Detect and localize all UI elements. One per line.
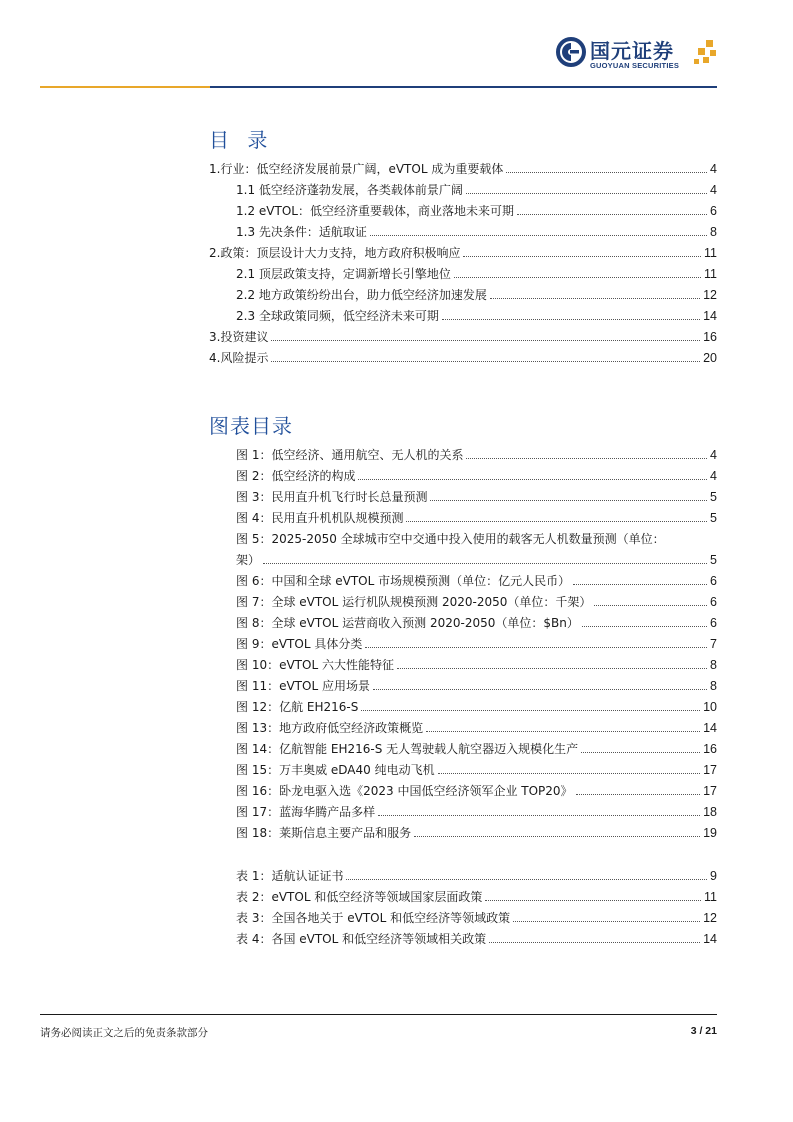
figures-heading: 图表目录 [209,414,293,438]
logo-chinese-name: 国元证券 [590,39,674,63]
figure-entry-leader-dots [365,646,707,648]
toc-subsection-leader-dots [454,276,701,278]
figure-entry-leader-dots [406,520,707,522]
figure-entry-leader-dots [263,562,707,564]
figure-entry-leader-dots [582,625,707,627]
figure-entry[interactable] [236,633,717,651]
figure-entry-leader-dots [576,793,701,795]
toc-subsection[interactable] [236,179,717,197]
toc-subsection-title: 2.2 地方政策纷纷出台，助力低空经济加速发展 [236,288,487,302]
footer-page-number: 3 / 21 [690,1025,717,1037]
figure-entry-page: 19 [703,826,717,840]
figure-entry-page: 14 [703,721,717,735]
figure-entry[interactable] [236,570,717,588]
figure-entry-page: 17 [703,763,717,777]
figure-entry-page: 4 [710,469,717,483]
figure-entry-page: 10 [703,700,717,714]
toc-subsection[interactable] [236,200,717,218]
table-entry-title: 表 3：全国各地关于 eVTOL 和低空经济等领域政策 [236,911,511,925]
table-entry-page: 9 [710,869,717,883]
figure-entry-title: 图 18：莱斯信息主要产品和服务 [236,826,412,840]
toc-subsection-title: 2.3 全球政策同频，低空经济未来可期 [236,309,439,323]
figure-entry-leader-dots [573,583,707,585]
figure-entry-page: 5 [710,511,717,525]
toc-subsection-leader-dots [442,318,700,320]
logo-english-name: GUOYUAN SECURITIES [590,61,680,70]
figure-entry-page: 5 [710,553,717,567]
header-rule-gold [40,86,210,88]
toc-subsection[interactable] [236,305,717,323]
figure-entry-page: 4 [710,448,717,462]
figure-entry-title: 图 10：eVTOL 六大性能特征 [236,658,394,672]
table-entry[interactable] [236,928,717,946]
table-entry-title: 表 4：各国 eVTOL 和低空经济等领域相关政策 [236,932,487,946]
figure-entry-leader-dots [594,604,707,606]
figure-entry-title: 图 14：亿航智能 EH216-S 无人驾驶载人航空器迈入规模化生产 [236,742,579,756]
toc-subsection-page: 8 [710,225,717,239]
figure-entry-leader-dots [378,814,700,816]
table-entry-page: 14 [703,932,717,946]
figure-entry-title: 图 9：eVTOL 具体分类 [236,637,363,651]
toc-section-leader-dots [463,255,701,257]
figure-entry-leader-dots [358,478,707,480]
figure-entry-title: 图 12：亿航 EH216-S [236,700,359,714]
table-entry-leader-dots [346,878,707,880]
toc-subsection-page: 6 [710,204,717,218]
figure-entry[interactable] [236,738,717,756]
figure-entry-title: 图 4：民用直升机机队规模预测 [236,511,404,525]
figure-entry-leader-dots [397,667,707,669]
toc-section-page: 20 [703,351,717,365]
header-rule-blue [210,86,717,88]
figure-entry-title: 图 16：卧龙电驱入选《2023 中国低空经济领军企业 TOP20》 [236,784,573,798]
figure-entry-title: 图 3：民用直升机飞行时长总量预测 [236,490,428,504]
figure-entry-leader-dots [581,751,700,753]
table-entry-title: 表 1：适航认证证书 [236,869,344,883]
toc-subsection[interactable] [236,284,717,302]
figure-entry-title: 图 1：低空经济、通用航空、无人机的关系 [236,448,464,462]
toc-section-title: 3.投资建议 [209,330,269,344]
table-entry-page: 11 [704,890,717,904]
figure-entry-page: 6 [710,574,717,588]
figure-entry-title: 图 6：中国和全球 eVTOL 市场规模预测（单位：亿元人民币） [236,574,571,588]
figure-entry-title: 架） [236,553,261,567]
toc-section-leader-dots [271,360,700,362]
figure-entry-title: 图 13：地方政府低空经济政策概览 [236,721,424,735]
toc-section-leader-dots [506,171,707,173]
toc-subsection-leader-dots [517,213,707,215]
toc-subsection-page: 11 [704,267,717,281]
toc-subsection-leader-dots [466,192,707,194]
figure-entry-title: 图 17：蓝海华腾产品多样 [236,805,376,819]
figure-entry-title: 图 7：全球 eVTOL 运行机队规模预测 2020-2050（单位：千架） [236,595,592,609]
figure-entry-title: 图 2：低空经济的构成 [236,469,356,483]
table-entry-leader-dots [489,941,700,943]
table-entry-title: 表 2：eVTOL 和低空经济等领域国家层面政策 [236,890,483,904]
toc-section[interactable] [209,158,717,176]
figure-entry-leader-dots [414,835,700,837]
toc-section[interactable] [209,347,717,365]
footer-rule [40,1014,717,1015]
figure-entry-page: 6 [710,616,717,630]
figure-entry-title: 图 15：万丰奥威 eDA40 纯电动飞机 [236,763,435,777]
figure-entry[interactable] [236,675,717,693]
figure-entry-leader-dots [466,457,707,459]
figure-entry-title[interactable]: 图 5：2025-2050 全球城市空中交通中投入使用的载客无人机数量预测（单位： [236,532,665,546]
toc-section-page: 16 [703,330,717,344]
figure-entry[interactable] [236,654,717,672]
figure-entry[interactable] [236,612,717,630]
toc-section-title: 1.行业：低空经济发展前景广阔，eVTOL 成为重要载体 [209,162,504,176]
figure-entry-title: 图 8：全球 eVTOL 运营商收入预测 2020-2050（单位：$Bn） [236,616,579,630]
figure-entry[interactable] [236,759,717,777]
toc-subsection-page: 12 [703,288,717,302]
table-entry[interactable] [236,907,717,925]
figure-entry-page: 16 [703,742,717,756]
toc-heading: 目 录 [209,128,274,152]
figure-entry-leader-dots [361,709,700,711]
table-entry-leader-dots [513,920,700,922]
figure-entry-page: 8 [710,658,717,672]
figure-entry-leader-dots [438,772,700,774]
toc-subsection-title: 2.1 顶层政策支持，定调新增长引擎地位 [236,267,451,281]
figure-entry-leader-dots [430,499,707,501]
figure-entry-page: 18 [703,805,717,819]
toc-subsection[interactable] [236,221,717,239]
toc-subsection-leader-dots [490,297,700,299]
figure-entry[interactable] [236,696,717,714]
figure-entry-leader-dots [426,730,700,732]
toc-section-title: 4.风险提示 [209,351,269,365]
guoyuan-emblem-icon [556,37,586,67]
toc-section-page: 11 [704,246,717,260]
figure-entry-page: 17 [703,784,717,798]
figure-entry[interactable] [236,591,717,609]
figure-entry[interactable] [236,822,717,840]
figure-entry-page: 6 [710,595,717,609]
figure-entry-page: 8 [710,679,717,693]
figure-entry[interactable] [236,780,717,798]
toc-section-page: 4 [710,162,717,176]
toc-subsection-title: 1.1 低空经济蓬勃发展，各类载体前景广阔 [236,183,463,197]
table-entry[interactable] [236,865,717,883]
figure-entry-title: 图 11：eVTOL 应用场景 [236,679,370,693]
figure-entry[interactable] [236,717,717,735]
figure-entry[interactable] [236,444,717,462]
toc-section-leader-dots [271,339,700,341]
table-entry-leader-dots [485,899,701,901]
guoyuan-logo [556,34,726,74]
figure-entry-leader-dots [373,688,707,690]
figure-entry[interactable] [236,549,717,567]
toc-subsection-page: 4 [710,183,717,197]
footer-disclaimer: 请务必阅读正文之后的免责条款部分 [40,1027,208,1039]
table-entry-page: 12 [703,911,717,925]
figure-entry-page: 7 [710,637,717,651]
figure-entry[interactable] [236,507,717,525]
toc-section[interactable] [209,242,717,260]
figure-entry[interactable] [236,465,717,483]
toc-subsection-page: 14 [703,309,717,323]
toc-subsection-title: 1.3 先决条件：适航取证 [236,225,367,239]
toc-section[interactable] [209,326,717,344]
toc-section-title: 2.政策：顶层设计大力支持，地方政府积极响应 [209,246,461,260]
figure-entry[interactable] [236,486,717,504]
figure-entry[interactable] [236,801,717,819]
table-entry[interactable] [236,886,717,904]
logo-squares-icon [694,40,720,66]
toc-subsection[interactable] [236,263,717,281]
toc-subsection-leader-dots [370,234,707,236]
figure-entry-page: 5 [710,490,717,504]
toc-subsection-title: 1.2 eVTOL：低空经济重要载体，商业落地未来可期 [236,204,514,218]
